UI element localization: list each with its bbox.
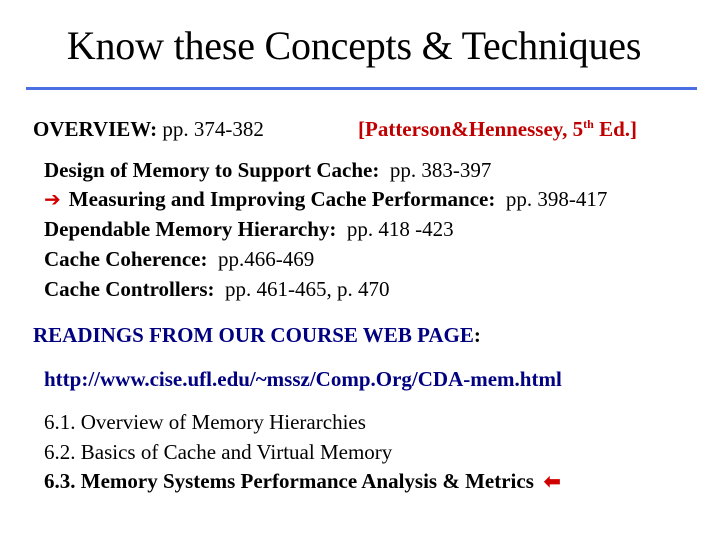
topic-pages: pp. 398-417 [505, 187, 608, 211]
topic-label: Cache Coherence: [44, 247, 208, 271]
topic-label: Dependable Memory Hierarchy: [44, 217, 337, 241]
topic-pages: pp. 418 -423 [346, 217, 454, 241]
topic-item [44, 158, 491, 183]
topic-label: Measuring and Improving Cache Performance: [68, 187, 496, 211]
readings-heading [33, 323, 481, 348]
course-url-link[interactable]: http://www.cise.ufl.edu/~mssz/Comp.Org/CDA-mem.html [44, 367, 562, 391]
topic-pages: pp.466-469 [217, 247, 315, 271]
reading-item: 6.1. Overview of Memory Hierarchies [44, 410, 366, 434]
slide-title: Know these Concepts & Techniques [66, 23, 642, 68]
citation-superscript: th [583, 117, 594, 131]
citation-text: [Patterson&Hennessey, 5 [358, 117, 584, 141]
citation-end: Ed.] [593, 117, 637, 141]
topic-pages: pp. 461-465, p. 470 [225, 277, 390, 301]
topic-item [44, 187, 607, 212]
topic-item [44, 217, 454, 242]
topic-item [44, 247, 314, 272]
overview-label: OVERVIEW: [33, 117, 158, 141]
topic-label: Design of Memory to Support Cache: [44, 158, 380, 182]
readings-heading-text: READINGS FROM OUR COURSE WEB PAGE [33, 323, 474, 347]
title-divider [26, 87, 697, 90]
left-arrow-icon: ⬅ [543, 471, 561, 493]
overview-line [33, 117, 264, 142]
overview-pages: pp. 374-382 [162, 117, 264, 141]
topic-label: Cache Controllers: [44, 277, 215, 301]
reading-item-highlighted [44, 469, 561, 494]
topic-item [44, 277, 390, 302]
topic-pages: pp. 383-397 [389, 158, 492, 182]
textbook-citation [358, 117, 637, 142]
right-arrow-icon: ➔ [44, 189, 61, 211]
reading-item: 6.2. Basics of Cache and Virtual Memory [44, 440, 393, 464]
reading-item-label: 6.3. Memory Systems Performance Analysis & Metrics [44, 469, 534, 493]
readings-heading-colon: : [473, 323, 481, 347]
